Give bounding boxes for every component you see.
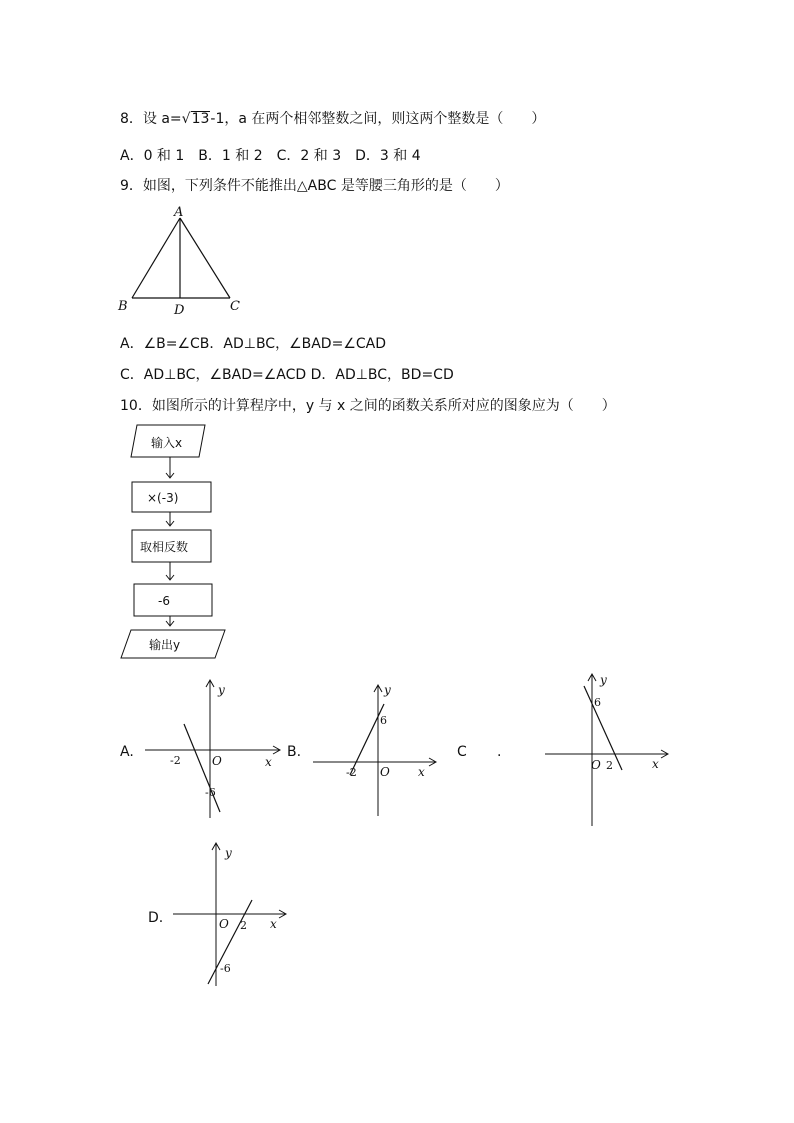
- flowchart: [115, 420, 240, 665]
- flow-multiply-text: ×(-3): [147, 491, 179, 505]
- q8-options: A．0 和 1 B．1 和 2 C．2 和 3 D．3 和 4: [120, 148, 421, 164]
- graph-b-origin-label: O: [380, 765, 390, 779]
- q8-radicand: 13: [191, 111, 210, 127]
- graph-b: [308, 680, 443, 820]
- q8-stem: [120, 108, 545, 128]
- graph-c-y-label: y: [600, 673, 607, 687]
- graph-a-xint-label: -2: [170, 754, 181, 767]
- graph-b-y-label: y: [384, 683, 391, 697]
- q9-stem: 9．如图，下列条件不能推出△ABC 是等腰三角形的是（ ）: [120, 178, 509, 194]
- vertex-d-label: D: [174, 303, 185, 318]
- graph-c-origin-label: O: [591, 758, 601, 772]
- graph-c: [540, 668, 675, 830]
- graph-d-label: D.: [148, 910, 164, 926]
- q10-stem: 10．如图所示的计算程序中，y 与 x 之间的函数关系所对应的图象应为（ ）: [120, 398, 616, 414]
- graph-b-yint-label: 6: [380, 714, 387, 727]
- flow-subtract-box: [134, 584, 212, 616]
- graph-c-label: C: [457, 744, 467, 760]
- graph-c-xint-label: 2: [606, 759, 613, 772]
- graph-b-x-label: x: [418, 765, 425, 779]
- graph-d-xint-label: 2: [240, 919, 247, 932]
- graph-c-dot: .: [497, 744, 502, 760]
- graph-c-yint-label: 6: [594, 696, 601, 709]
- graph-c-x-label: x: [652, 757, 659, 771]
- flow-negate-text: 取相反数: [140, 540, 189, 554]
- graph-a-yint-label: -6: [205, 786, 216, 799]
- q9-options-line2: C．AD⊥BC，∠BAD=∠ACD D．AD⊥BC，BD=CD: [120, 367, 454, 383]
- vertex-a-label: A: [174, 205, 184, 220]
- graph-d-origin-label: O: [219, 917, 229, 931]
- sqrt-icon: √13: [181, 111, 210, 127]
- graph-d-x-label: x: [270, 917, 277, 931]
- q8-stem-pre: 8．设 a=: [120, 111, 182, 127]
- flow-input-text: 输入x: [151, 436, 183, 450]
- q8-stem-post: -1，a 在两个相邻整数之间，则这两个整数是（ ）: [210, 111, 546, 127]
- flow-subtract-text: -6: [158, 594, 170, 608]
- graph-d: [168, 838, 293, 990]
- graph-a: [140, 672, 290, 822]
- graph-a-origin-label: O: [212, 754, 222, 768]
- vertex-c-label: C: [230, 299, 240, 314]
- graph-a-label: A.: [120, 744, 134, 760]
- graph-b-xint-label: -2: [346, 766, 357, 779]
- graph-a-y-label: y: [218, 683, 225, 697]
- graph-a-x-label: x: [265, 755, 272, 769]
- vertex-b-label: B: [118, 299, 128, 314]
- graph-d-y-label: y: [225, 846, 232, 860]
- flow-output-text: 输出y: [149, 638, 181, 652]
- q9-options-line1: A．∠B=∠CB．AD⊥BC，∠BAD=∠CAD: [120, 336, 387, 352]
- triangle-figure: [110, 200, 250, 320]
- graph-d-yint-label: -6: [220, 962, 231, 975]
- graph-b-label: B.: [287, 744, 302, 760]
